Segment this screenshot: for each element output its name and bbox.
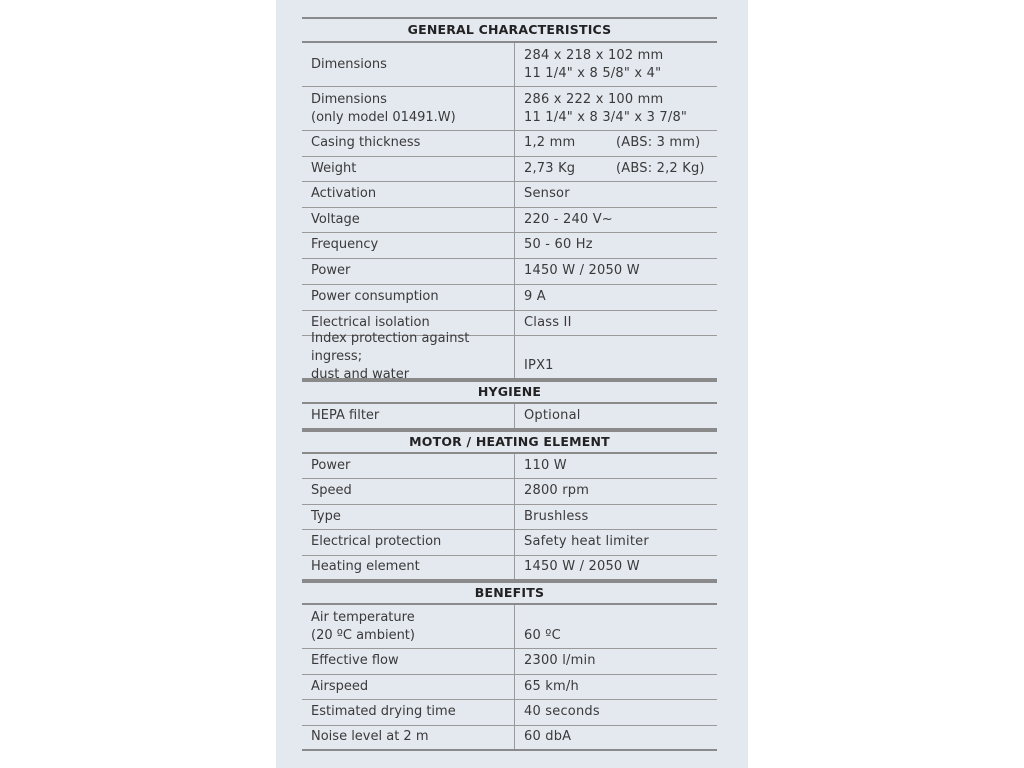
value-weight: 2,73 Kg [524,160,576,176]
label-electrical-protection: Electrical protection [311,534,442,550]
motor-table [302,454,717,582]
value-power: 1450 W / 2050 W [524,263,640,278]
row-electrical-protection [302,530,717,556]
label-type: Type [311,508,341,524]
label-voltage: Voltage [311,211,360,227]
row-motor-power [302,454,717,480]
label-casing: Casing thickness [311,135,421,151]
label-hepa-filter: HEPA filter [311,407,380,423]
label-power-consumption: Power consumption [311,289,439,304]
value-hepa-filter: Optional [524,407,581,423]
value-casing: 1,2 mm [524,135,576,151]
row-power [302,259,717,285]
label-air-temperature: Air temperature [311,609,415,625]
label-air-temperature-note: (20 ºC ambient) [311,627,415,643]
row-frequency [302,233,717,259]
value-effective-flow: 2300 l/min [524,653,596,669]
row-casing [302,131,717,157]
value-casing-abs: (ABS: 3 mm) [616,135,701,151]
label-drying-time: Estimated drying time [311,704,456,720]
label-airspeed: Airspeed [311,678,369,694]
value-electrical-protection: Safety heat limiter [524,534,649,550]
value-speed: 2800 rpm [524,483,590,499]
row-air-temperature [302,605,717,649]
label-frequency: Frequency [311,237,379,253]
label-ingress-protection: Index protection against ingress; [311,331,470,364]
general-table [302,43,717,380]
section-header-motor: MOTOR / HEATING ELEMENT [302,430,717,454]
label-noise-level: Noise level at 2 m [311,729,429,745]
label-weight: Weight [311,160,357,176]
label-dimensions: Dimensions [311,56,387,72]
value-ingress-protection: IPX1 [524,358,554,373]
hygiene-table [302,404,717,430]
row-noise-level [302,726,717,752]
benefits-table [302,605,717,751]
value-dimensions-imperial: 11 1/4" x 8 5/8" x 4" [524,65,662,81]
value-type: Brushless [524,508,589,524]
label-power: Power [311,263,351,278]
value-frequency: 50 - 60 Hz [524,237,593,253]
value-dimensions-01491-metric: 286 x 222 x 100 mm [524,91,664,107]
row-drying-time [302,700,717,726]
label-activation: Activation [311,186,377,202]
row-type [302,505,717,531]
label-heating-element: Heating element [311,559,420,575]
value-noise-level: 60 dbA [524,729,572,745]
label-motor-power: Power [311,457,351,473]
value-air-temperature: 60 ºC [524,628,561,643]
value-dimensions-01491-imperial: 11 1/4" x 8 3/4" x 3 7/8" [524,109,688,125]
section-header-benefits: BENEFITS [302,581,717,605]
value-weight-abs: (ABS: 2,2 Kg) [616,160,705,176]
row-weight [302,157,717,183]
section-header-hygiene: HYGIENE [302,380,717,404]
row-voltage [302,208,717,234]
row-speed [302,479,717,505]
label-ingress-protection-2: dust and water [311,367,410,382]
row-hepa-filter [302,404,717,430]
row-activation [302,182,717,208]
value-power-consumption: 9 A [524,289,546,304]
value-dimensions-metric: 284 x 218 x 102 mm [524,47,664,63]
value-voltage: 220 - 240 V~ [524,211,613,227]
value-airspeed: 65 km/h [524,678,579,694]
value-activation: Sensor [524,186,570,202]
value-heating-element: 1450 W / 2050 W [524,559,640,575]
row-dimensions-01491 [302,87,717,131]
label-dimensions-01491-note: (only model 01491.W) [311,109,456,125]
label-speed: Speed [311,483,352,499]
row-ingress-protection [302,331,717,382]
value-drying-time: 40 seconds [524,704,600,720]
row-power-consumption [302,285,717,311]
row-dimensions [302,43,717,87]
row-effective-flow [302,649,717,675]
row-airspeed [302,675,717,701]
label-effective-flow: Effective flow [311,653,399,669]
value-electrical-isolation: Class II [524,314,572,330]
row-heating-element [302,556,717,582]
label-electrical-isolation: Electrical isolation [311,314,430,330]
spec-sheet [302,17,717,751]
section-header-general: GENERAL CHARACTERISTICS [302,17,717,43]
label-dimensions-01491: Dimensions [311,91,387,107]
value-motor-power: 110 W [524,457,567,473]
